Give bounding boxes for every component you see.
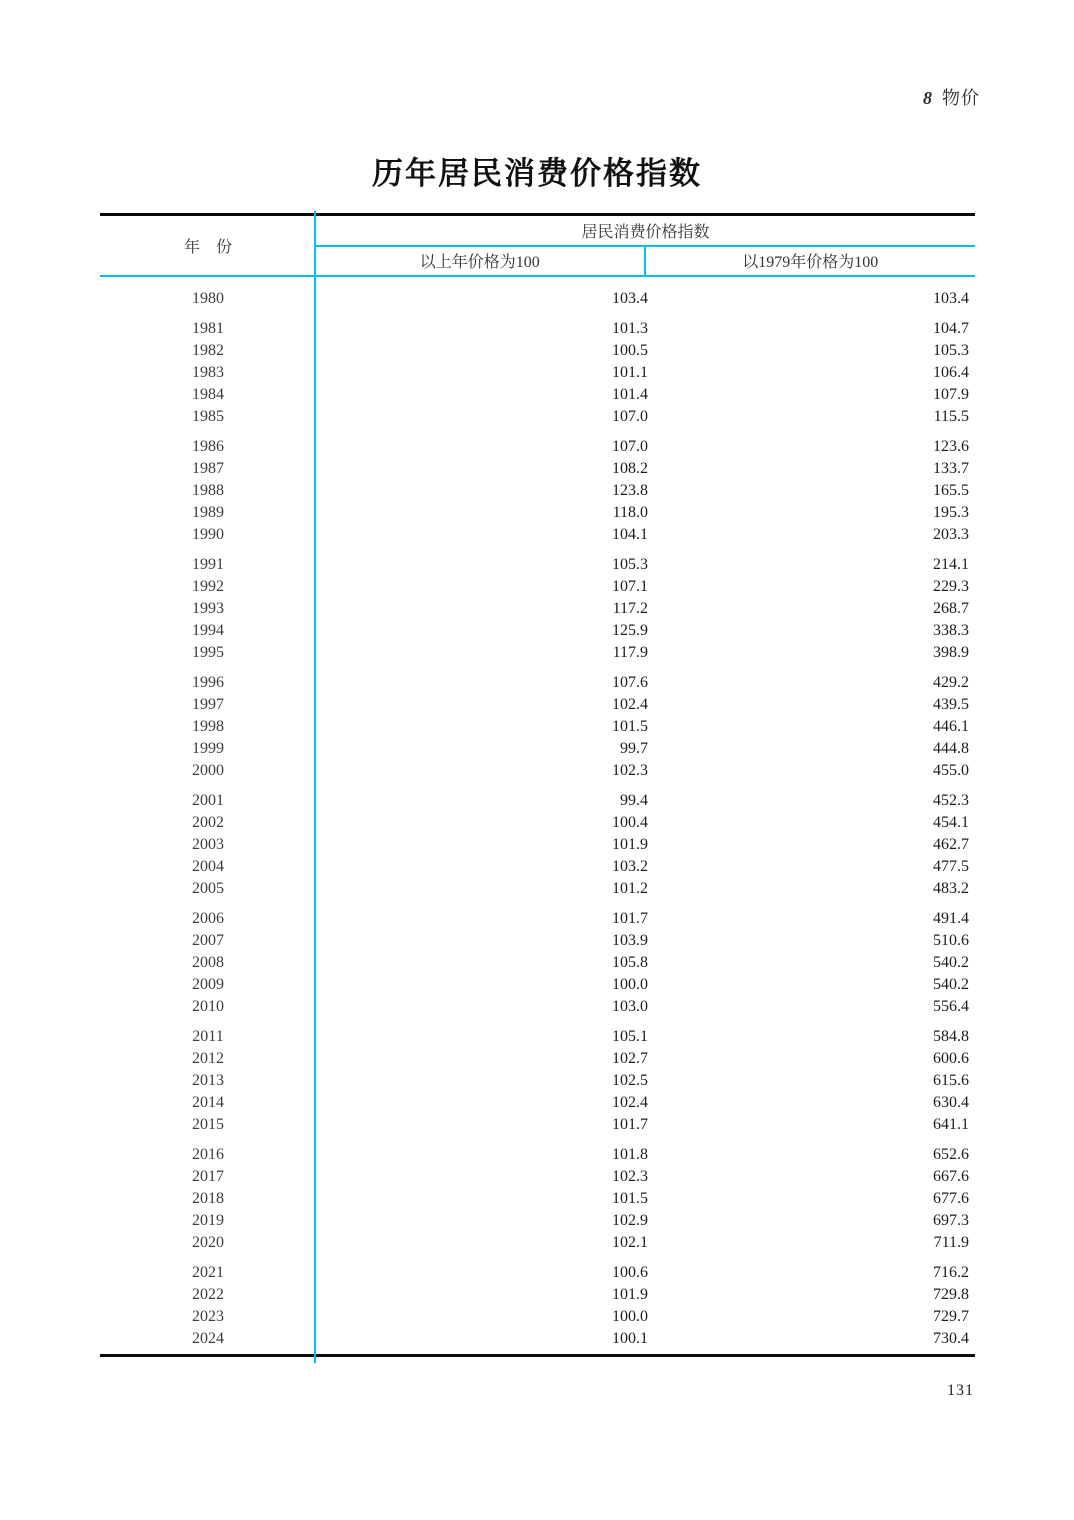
year-cell: 2005 (192, 880, 224, 897)
table-row (100, 436, 975, 458)
data-columns-header (316, 216, 975, 275)
cpi-1979-base-cell: 195.3 (933, 504, 969, 521)
year-cell: 2009 (192, 976, 224, 993)
table-row (100, 790, 975, 812)
cpi-1979-base-cell: 133.7 (933, 460, 969, 477)
cpi-prev-year-cell: 100.1 (612, 1330, 648, 1347)
year-cell: 2007 (192, 932, 224, 949)
cpi-prev-year-cell: 102.3 (612, 1168, 648, 1185)
year-group (100, 1026, 975, 1136)
year-cell: 2011 (192, 1028, 224, 1045)
cpi-1979-base-cell: 268.7 (933, 600, 969, 617)
cpi-prev-year-cell: 101.9 (612, 836, 648, 853)
cpi-prev-year-cell: 123.8 (612, 482, 648, 499)
cpi-prev-year-cell: 101.7 (612, 1116, 648, 1133)
table-row (100, 974, 975, 996)
year-cell: 2001 (192, 792, 224, 809)
table-row (100, 878, 975, 900)
cpi-prev-year-cell: 101.1 (612, 364, 648, 381)
cpi-1979-base-cell: 105.3 (933, 342, 969, 359)
table-row (100, 318, 975, 340)
year-cell: 2021 (192, 1264, 224, 1281)
cpi-prev-year-cell: 107.1 (612, 578, 648, 595)
table-row (100, 1328, 975, 1350)
year-cell: 2017 (192, 1168, 224, 1185)
year-cell: 2000 (192, 762, 224, 779)
year-cell: 1998 (192, 718, 224, 735)
cpi-table (100, 213, 975, 1357)
table-row (100, 1188, 975, 1210)
cpi-1979-base-cell: 103.4 (933, 290, 969, 307)
cpi-1979-base-cell: 104.7 (933, 320, 969, 337)
cpi-prev-year-cell: 102.4 (612, 696, 648, 713)
table-row (100, 738, 975, 760)
cpi-prev-year-cell: 103.2 (612, 858, 648, 875)
cpi-1979-base-cell: 203.3 (933, 526, 969, 543)
cpi-prev-year-cell: 100.5 (612, 342, 648, 359)
cpi-prev-year-cell: 99.7 (620, 740, 648, 757)
year-group (100, 908, 975, 1018)
year-group (100, 672, 975, 782)
table-row (100, 996, 975, 1018)
cpi-group-header: 居民消费价格指数 (316, 216, 975, 247)
cpi-prev-year-cell: 100.0 (612, 1308, 648, 1325)
year-cell: 1980 (192, 290, 224, 307)
chapter-header (923, 84, 980, 110)
page-number: 131 (947, 1382, 974, 1399)
cpi-prev-year-cell: 101.7 (612, 910, 648, 927)
table-row (100, 1232, 975, 1254)
year-cell: 1992 (192, 578, 224, 595)
table-row (100, 642, 975, 664)
table-row (100, 406, 975, 428)
year-cell: 1999 (192, 740, 224, 757)
cpi-prev-year-cell: 101.5 (612, 1190, 648, 1207)
table-row (100, 502, 975, 524)
table-row (100, 716, 975, 738)
table-row (100, 694, 975, 716)
year-cell: 2012 (192, 1050, 224, 1067)
cpi-1979-base-cell: 677.6 (933, 1190, 969, 1207)
table-row (100, 480, 975, 502)
year-cell: 2022 (192, 1286, 224, 1303)
chapter-number: 8 (923, 88, 933, 108)
table-row (100, 834, 975, 856)
year-cell: 1983 (192, 364, 224, 381)
cpi-1979-base-cell: 491.4 (933, 910, 969, 927)
table-row (100, 524, 975, 546)
table-header (100, 213, 975, 277)
cpi-1979-base-cell: 641.1 (933, 1116, 969, 1133)
year-cell: 1995 (192, 644, 224, 661)
table-row (100, 930, 975, 952)
cpi-prev-year-cell: 107.0 (612, 408, 648, 425)
cpi-prev-year-cell: 105.8 (612, 954, 648, 971)
cpi-1979-base-cell: 398.9 (933, 644, 969, 661)
table-row (100, 1284, 975, 1306)
cpi-1979-base-cell: 165.5 (933, 482, 969, 499)
table-row (100, 288, 975, 310)
year-cell: 2004 (192, 858, 224, 875)
cpi-prev-year-cell: 102.5 (612, 1072, 648, 1089)
year-cell: 2023 (192, 1308, 224, 1325)
table-row (100, 1144, 975, 1166)
cpi-1979-base-cell: 214.1 (933, 556, 969, 573)
cpi-prev-year-cell: 103.0 (612, 998, 648, 1015)
table-row (100, 1166, 975, 1188)
year-cell: 1989 (192, 504, 224, 521)
cpi-1979-base-cell: 540.2 (933, 976, 969, 993)
cpi-prev-year-cell: 107.0 (612, 438, 648, 455)
table-row (100, 672, 975, 694)
cpi-prev-year-cell: 100.0 (612, 976, 648, 993)
year-cell: 1993 (192, 600, 224, 617)
table-row (100, 760, 975, 782)
cpi-prev-year-cell: 100.4 (612, 814, 648, 831)
cpi-1979-base-cell: 477.5 (933, 858, 969, 875)
subcol-1979-header: 以1979年价格为100 (742, 254, 879, 272)
cpi-1979-base-cell: 454.1 (933, 814, 969, 831)
cpi-1979-base-cell: 615.6 (933, 1072, 969, 1089)
year-cell: 1982 (192, 342, 224, 359)
year-cell: 1994 (192, 622, 224, 639)
cpi-prev-year-cell: 101.2 (612, 880, 648, 897)
cpi-1979-base-cell: 107.9 (933, 386, 969, 403)
cpi-1979-base-cell: 429.2 (933, 674, 969, 691)
cpi-prev-year-cell: 101.5 (612, 718, 648, 735)
year-cell: 2008 (192, 954, 224, 971)
cpi-1979-base-cell: 452.3 (933, 792, 969, 809)
cpi-prev-year-cell: 102.4 (612, 1094, 648, 1111)
cpi-prev-year-cell: 100.6 (612, 1264, 648, 1281)
year-cell: 2018 (192, 1190, 224, 1207)
page-title: 历年居民消费价格指数 (372, 156, 702, 191)
year-cell: 2019 (192, 1212, 224, 1229)
cpi-1979-base-cell: 338.3 (933, 622, 969, 639)
year-group (100, 288, 975, 310)
table-row (100, 340, 975, 362)
table-row (100, 1092, 975, 1114)
cpi-prev-year-cell: 102.3 (612, 762, 648, 779)
cpi-prev-year-cell: 102.9 (612, 1212, 648, 1229)
year-cell: 1990 (192, 526, 224, 543)
year-cell: 2014 (192, 1094, 224, 1111)
table-row (100, 1210, 975, 1232)
cpi-prev-year-cell: 105.3 (612, 556, 648, 573)
cpi-1979-base-cell: 729.7 (933, 1308, 969, 1325)
table-row (100, 598, 975, 620)
table-row (100, 1048, 975, 1070)
year-group (100, 790, 975, 900)
cpi-1979-base-cell: 455.0 (933, 762, 969, 779)
table-row (100, 1114, 975, 1136)
cpi-prev-year-cell: 105.1 (612, 1028, 648, 1045)
cpi-1979-base-cell: 711.9 (933, 1234, 969, 1251)
year-cell: 1984 (192, 386, 224, 403)
cpi-1979-base-cell: 229.3 (933, 578, 969, 595)
cpi-1979-base-cell: 540.2 (933, 954, 969, 971)
cpi-1979-base-cell: 123.6 (933, 438, 969, 455)
year-cell: 1988 (192, 482, 224, 499)
year-group (100, 1262, 975, 1350)
cpi-prev-year-cell: 117.2 (612, 600, 648, 617)
table-row (100, 1306, 975, 1328)
year-cell: 2006 (192, 910, 224, 927)
year-cell: 2010 (192, 998, 224, 1015)
table-row (100, 458, 975, 480)
table-body (100, 277, 975, 1357)
year-group (100, 436, 975, 546)
cpi-1979-base-cell: 652.6 (933, 1146, 969, 1163)
cpi-1979-base-cell: 730.4 (933, 1330, 969, 1347)
year-column-divider-line (314, 211, 316, 1363)
table-row (100, 620, 975, 642)
cpi-1979-base-cell: 600.6 (933, 1050, 969, 1067)
year-cell: 1986 (192, 438, 224, 455)
cpi-1979-base-cell: 630.4 (933, 1094, 969, 1111)
table-row (100, 812, 975, 834)
cpi-1979-base-cell: 667.6 (933, 1168, 969, 1185)
cpi-1979-base-cell: 483.2 (933, 880, 969, 897)
cpi-1979-base-cell: 462.7 (933, 836, 969, 853)
year-cell: 1997 (192, 696, 224, 713)
cpi-prev-year-cell: 103.9 (612, 932, 648, 949)
cpi-prev-year-cell: 101.8 (612, 1146, 648, 1163)
cpi-prev-year-cell: 101.4 (612, 386, 648, 403)
subcol-prev-year-header: 以上年价格为100 (316, 247, 646, 276)
year-group (100, 554, 975, 664)
cpi-1979-base-cell: 446.1 (933, 718, 969, 735)
year-cell: 2015 (192, 1116, 224, 1133)
year-cell: 1981 (192, 320, 224, 337)
year-cell: 1996 (192, 674, 224, 691)
cpi-prev-year-cell: 125.9 (612, 622, 648, 639)
cpi-prev-year-cell: 102.7 (612, 1050, 648, 1067)
cpi-1979-base-cell: 556.4 (933, 998, 969, 1015)
cpi-1979-base-cell: 697.3 (933, 1212, 969, 1229)
year-cell: 1987 (192, 460, 224, 477)
table-row (100, 384, 975, 406)
year-cell: 1985 (192, 408, 224, 425)
year-cell: 2024 (192, 1330, 224, 1347)
year-cell: 2016 (192, 1146, 224, 1163)
cpi-1979-base-cell: 115.5 (933, 408, 969, 425)
cpi-prev-year-cell: 108.2 (612, 460, 648, 477)
table-row (100, 1026, 975, 1048)
year-cell: 2002 (192, 814, 224, 831)
cpi-prev-year-cell: 107.6 (612, 674, 648, 691)
cpi-1979-base-cell: 444.8 (933, 740, 969, 757)
year-column-header: 年 份 (183, 239, 232, 256)
cpi-prev-year-cell: 117.9 (612, 644, 648, 661)
cpi-prev-year-cell: 99.4 (620, 792, 648, 809)
year-group (100, 1144, 975, 1254)
cpi-1979-base-cell: 439.5 (933, 696, 969, 713)
cpi-prev-year-cell: 101.9 (612, 1286, 648, 1303)
cpi-prev-year-cell: 101.3 (612, 320, 648, 337)
table-row (100, 362, 975, 384)
year-group (100, 318, 975, 428)
table-row (100, 908, 975, 930)
cpi-prev-year-cell: 104.1 (612, 526, 648, 543)
cpi-prev-year-cell: 102.1 (612, 1234, 648, 1251)
table-row (100, 1262, 975, 1284)
table-row (100, 1070, 975, 1092)
cpi-1979-base-cell: 716.2 (933, 1264, 969, 1281)
table-row (100, 952, 975, 974)
chapter-title: 物价 (942, 88, 980, 108)
cpi-1979-base-cell: 584.8 (933, 1028, 969, 1045)
cpi-1979-base-cell: 729.8 (933, 1286, 969, 1303)
table-row (100, 554, 975, 576)
table-row (100, 576, 975, 598)
year-cell: 2003 (192, 836, 224, 853)
year-cell: 2013 (192, 1072, 224, 1089)
cpi-prev-year-cell: 118.0 (612, 504, 648, 521)
cpi-prev-year-cell: 103.4 (612, 290, 648, 307)
cpi-1979-base-cell: 510.6 (933, 932, 969, 949)
cpi-1979-base-cell: 106.4 (933, 364, 969, 381)
year-cell: 2020 (192, 1234, 224, 1251)
table-row (100, 856, 975, 878)
subheader-row (316, 247, 975, 276)
year-cell: 1991 (192, 556, 224, 573)
